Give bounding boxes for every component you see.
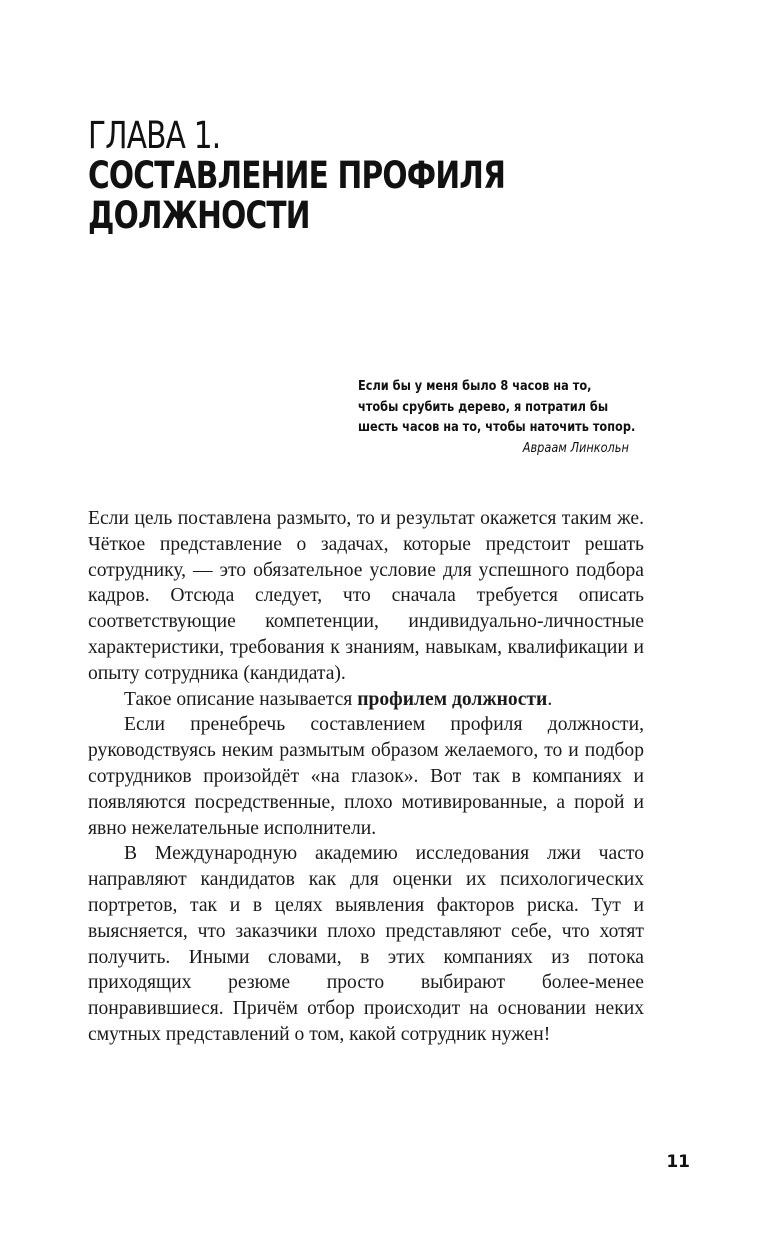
chapter-title (88, 116, 568, 236)
paragraph-2-term: профилем должности (357, 688, 548, 710)
paragraph-2-end: . (547, 688, 553, 710)
chapter-title-line-1: СОСТАВЛЕНИЕ ПРОФИЛЯ (88, 154, 506, 197)
paragraph-3: Если пренебречь составлением профиля должности, руководствуясь неким размытым образом желаемого, то и подбор сотрудников произойдёт «на глазок». Вот так в компаниях и появляются посредственные, плохо мотивированные, а порой и явно нежелательные исполнители. (88, 714, 644, 839)
paragraph-1: Если цель поставлена размыто, то и результат окажется таким же. Чёткое представление о задачах, которые предстоит решать сотруднику, — это обязательное условие для успешного подбора кадров. Отсюда следует, что сначала требуется описать соответствующие компетенции, индивидуально-личностные характеристики, требования к знаниям, навыкам, квалификации и опыту сотрудника (кандидата). (88, 508, 644, 684)
epigraph-line-2: чтобы срубить дерево, я потратил бы (358, 399, 609, 415)
epigraph-line-1: Если бы у меня было 8 часов на то, (358, 379, 592, 394)
epigraph-line-3: шесть часов на то, чтобы наточить топор. (358, 420, 636, 435)
paragraph-2-text: Такое описание называется (124, 688, 358, 710)
chapter-title-line-2: ДОЛЖНОСТИ (88, 194, 310, 237)
paragraph-2 (88, 687, 644, 713)
chapter-label: ГЛАВА 1. (88, 114, 221, 157)
epigraph-author: Авраам Линкольн (522, 440, 629, 456)
body-text (88, 506, 644, 1048)
page-number: 11 (666, 1152, 690, 1172)
epigraph (358, 377, 642, 459)
paragraph-4: В Международную академию исследования лжи часто направляют кандидатов как для оценки их психологических портретов, так и в целях выявления факторов риска. Тут и выясняется, что заказчики плохо представляют себе, что хотят получить. Иными словами, в этих компаниях из потока приходящих резюме просто выбирают более-менее понравившиеся. Причём отбор происходит на основании неких смутных представлений о том, какой сотрудник нужен! (88, 843, 644, 1045)
